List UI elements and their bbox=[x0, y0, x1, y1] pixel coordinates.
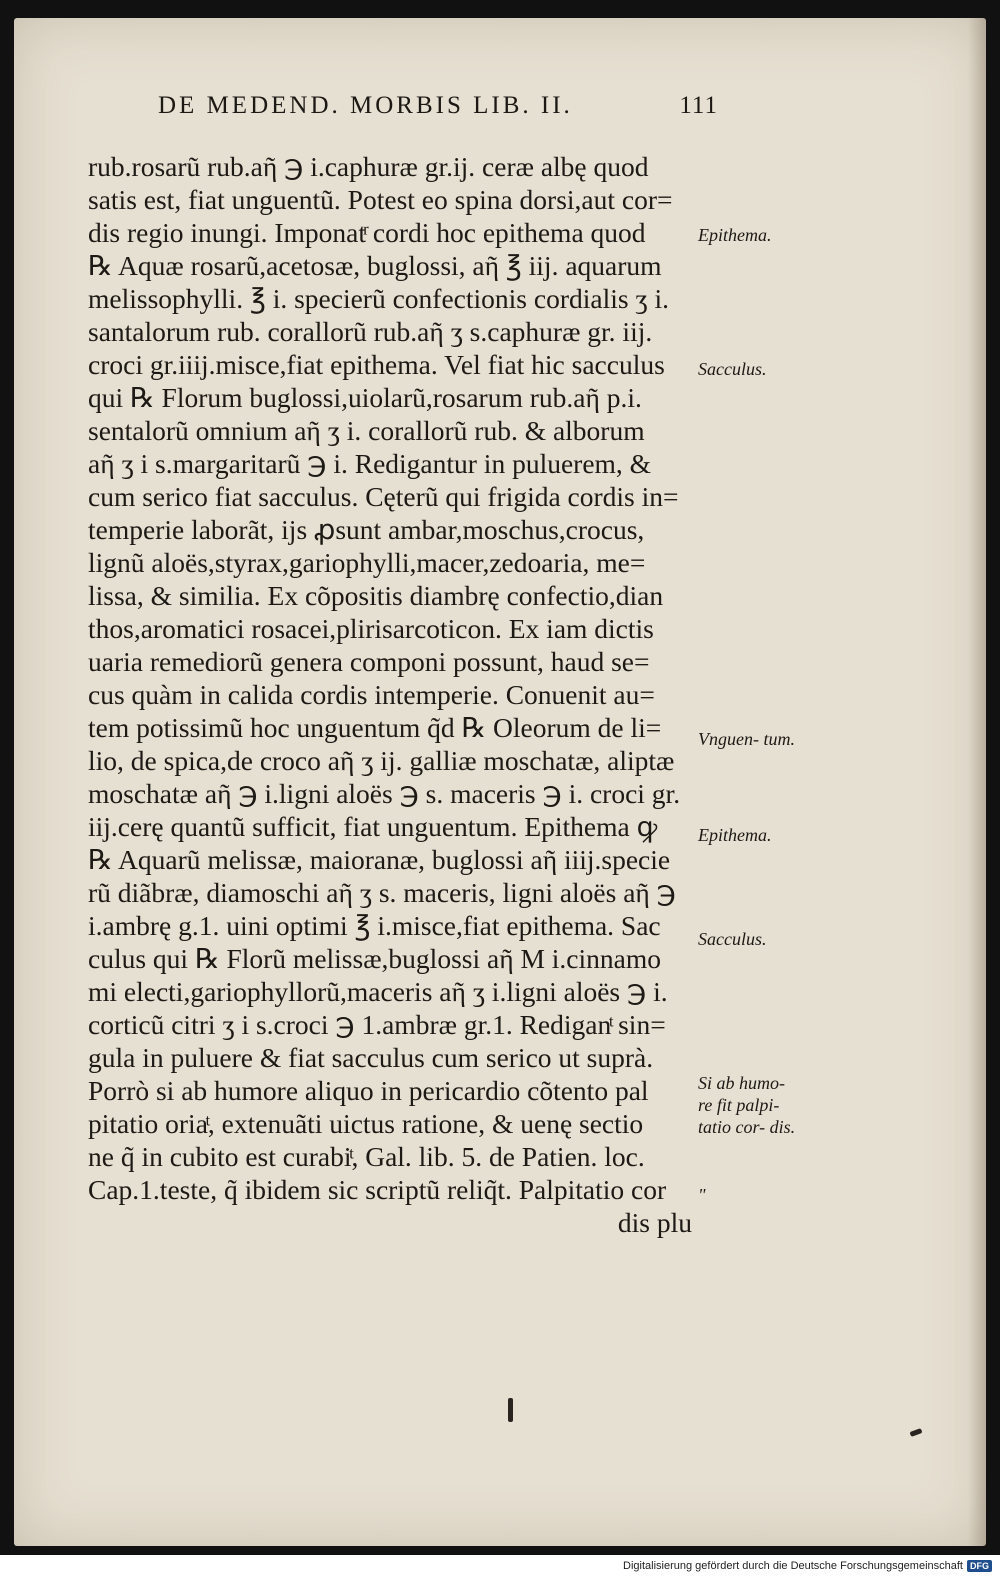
text-line: croci gr.iiij.misce,fiat epithema. Vel fiat hic sacculus bbox=[88, 349, 665, 380]
text-line: iij.cerę quantũ sufficit, fiat unguentum. Epithema ꝙ bbox=[88, 811, 658, 842]
text-line: lio, de spica,de croco aῆ ʒ ij. galliæ moschatæ, aliptæ bbox=[88, 745, 675, 776]
text-line: Cap.1.teste, q̃ ibidem sic scriptũ reliq̃t. Palpitatio cor bbox=[88, 1174, 667, 1205]
text-line: cus quàm in calida cordis intemperie. Conuenit au= bbox=[88, 679, 655, 710]
marginal-note-vnguentum: Vnguen- tum. bbox=[698, 729, 795, 749]
text-line: lissa, & similia. Ex cõpositis diambrę confectio,dian bbox=[88, 580, 664, 611]
text-line: rũ diãbræ, diamoschi aῆ ʒ s. maceris, ligni aloës aῆ ℈ bbox=[88, 877, 676, 908]
text-line: i.ambrę g.1. uini optimi ℥ i.misce,fiat epithema. Sac bbox=[88, 910, 661, 941]
text-line: mi electi,gariophyllorũ,maceris aῆ ʒ i.ligni aloës ℈ i. bbox=[88, 976, 668, 1007]
dfg-logo: DFG bbox=[967, 1560, 992, 1572]
text-line: qui ℞ Florum buglossi,uiolarũ,rosarum rub.aῆ p.i. bbox=[88, 382, 642, 413]
marginal-note-palpitatio: Si ab humo- re fit palpi- tatio cor- dis. bbox=[698, 1073, 796, 1137]
main-text-block bbox=[88, 150, 698, 1239]
text-line: uaria remediorũ genera componi possunt, haud se= bbox=[88, 646, 650, 677]
text-line: ℞ Aquæ rosarũ,acetosæ, buglossi, aῆ ℥ iij. aquarum bbox=[88, 250, 662, 281]
text-line: santalorum rub. corallorũ rub.aῆ ʒ s.caphuræ gr. iij. bbox=[88, 316, 653, 347]
text-line: lignũ aloës,styrax,gariophylli,macer,zedoaria, me= bbox=[88, 547, 646, 578]
text-line: corticũ citri ʒ i s.croci ℈ 1.ambræ gr.1. Rediganͭ sin= bbox=[88, 1009, 666, 1040]
page-edge-shadow bbox=[968, 18, 986, 1546]
text-line: dis regio inungi. Imponatͬ cordi hoc epithema quod bbox=[88, 217, 646, 248]
marginal-note-epithema: Epithema. bbox=[698, 225, 772, 245]
catchword-line: dis plu bbox=[617, 1207, 692, 1238]
text-line: rub.rosarũ rub.aῆ ℈ i.caphuræ gr.ij. ceræ albę quod bbox=[88, 151, 649, 182]
text-line: melissophylli. ℥ i. specierũ confectionis cordialis ʒ i. bbox=[88, 283, 670, 314]
text-line: ℞ Aquarũ melissæ, maioranæ, buglossi aῆ iiij.specie bbox=[88, 844, 671, 875]
text-line: cum serico fiat sacculus. Cęterũ qui frigida cordis in= bbox=[88, 481, 679, 512]
marginal-note-sacculus-2: Sacculus. bbox=[698, 929, 767, 949]
running-title: DE MEDEND. MORBIS LIB. II. bbox=[158, 92, 573, 119]
text-line: gula in puluere & fiat sacculus cum serico ut suprà. bbox=[88, 1042, 654, 1073]
text-line: tem potissimũ hoc unguentum q̃d ℞ Oleorum de li= bbox=[88, 712, 662, 743]
marginal-quote-mark: " bbox=[698, 1185, 706, 1205]
text-line: moschatæ aῆ ℈ i.ligni aloës ℈ s. maceris ℈ i. croci gr. bbox=[88, 778, 681, 809]
text-line: sentalorũ omnium aῆ ʒ i. corallorũ rub. & alborum bbox=[88, 415, 645, 446]
text-line: ne q̃ in cubito est curabiͭ, Gal. lib. 5. de Patien. loc. bbox=[88, 1141, 645, 1172]
text-line: temperie laborãt, ijs ꝓsunt ambar,moschus,crocus, bbox=[88, 514, 645, 545]
marginal-note-epithema-2: Epithema. bbox=[698, 825, 772, 845]
footer-credit: Digitalisierung gefördert durch die Deutsche Forschungsgemeinschaft bbox=[623, 1560, 963, 1572]
text-line: pitatio oriaͭ, extenuãti uictus ratione, & uenę sectio bbox=[88, 1108, 644, 1139]
running-head bbox=[158, 92, 718, 120]
text-line: aῆ ʒ i s.margaritarũ ℈ i. Redigantur in puluerem, & bbox=[88, 448, 652, 479]
digitization-footer bbox=[0, 1555, 1000, 1577]
ink-mark bbox=[508, 1398, 513, 1422]
text-line: culus qui ℞ Florũ melissæ,buglossi aῆ M i.cinnamo bbox=[88, 943, 661, 974]
text-line: Porrò si ab humore aliquo in pericardio cõtento pal bbox=[88, 1075, 649, 1106]
text-line: satis est, fiat unguentũ. Potest eo spina dorsi,aut cor= bbox=[88, 184, 673, 215]
text-line: thos,aromatici rosacei,plirisarcoticon. Ex iam dictis bbox=[88, 613, 654, 644]
marginal-note-sacculus: Sacculus. bbox=[698, 359, 767, 379]
folio-number: 111 bbox=[679, 92, 718, 119]
